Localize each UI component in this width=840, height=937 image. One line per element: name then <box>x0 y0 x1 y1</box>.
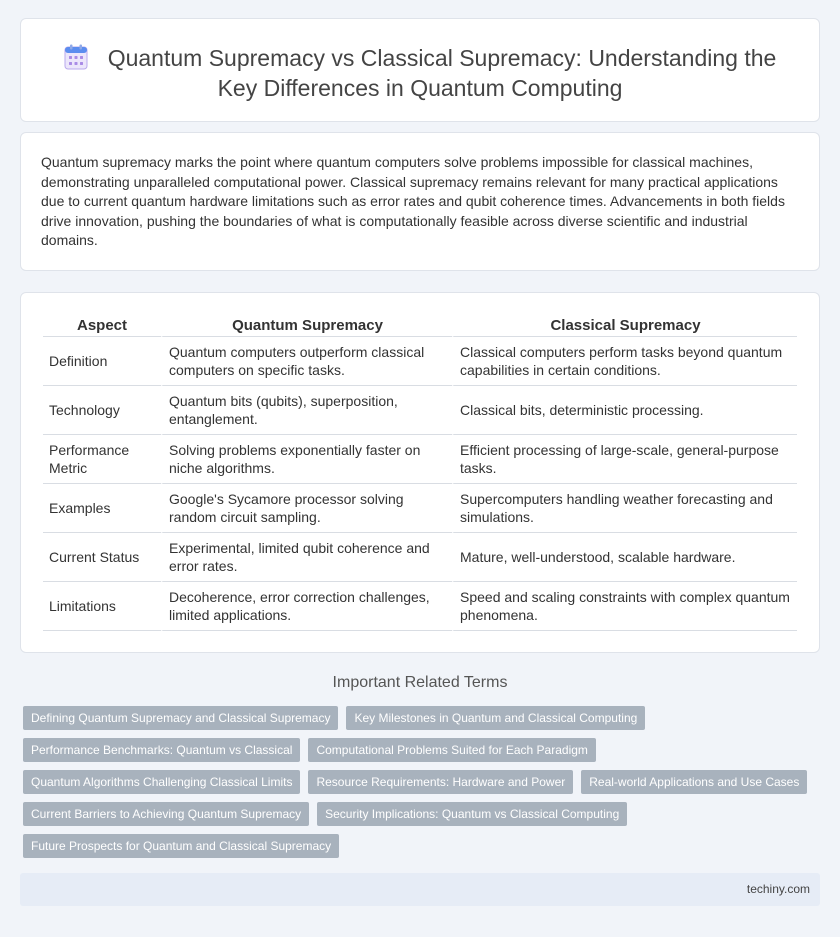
related-term-tag[interactable]: Resource Requirements: Hardware and Power <box>308 770 573 794</box>
aspect-cell: Limitations <box>43 582 161 631</box>
table-row <box>43 435 797 484</box>
quantum-cell: Solving problems exponentially faster on niche algorithms. <box>161 435 452 484</box>
related-term-tag[interactable]: Performance Benchmarks: Quantum vs Classical <box>23 738 300 762</box>
quantum-cell: Google's Sycamore processor solving random circuit sampling. <box>161 484 452 533</box>
calendar-icon <box>64 44 88 70</box>
aspect-cell: Examples <box>43 484 161 533</box>
header-aspect: Aspect <box>43 315 161 337</box>
comparison-table-card <box>20 292 820 653</box>
aspect-cell: Current Status <box>43 533 161 582</box>
header-classical-supremacy: Classical Supremacy <box>452 315 797 337</box>
header-quantum-supremacy: Quantum Supremacy <box>161 315 452 337</box>
page-title-wrap <box>21 43 819 103</box>
quantum-cell: Quantum bits (qubits), superposition, entanglement. <box>161 386 452 435</box>
quantum-cell: Decoherence, error correction challenges, limited applications. <box>161 582 452 631</box>
related-term-tag[interactable]: Key Milestones in Quantum and Classical Computing <box>346 706 645 730</box>
footer-bar <box>20 873 820 906</box>
related-term-tag[interactable]: Defining Quantum Supremacy and Classical Supremacy <box>23 706 338 730</box>
classical-cell: Mature, well-understood, scalable hardware. <box>452 533 797 582</box>
table-header-row <box>43 315 797 337</box>
quantum-cell: Experimental, limited qubit coherence and error rates. <box>161 533 452 582</box>
related-terms-tags <box>23 706 813 858</box>
quantum-cell: Quantum computers outperform classical computers on specific tasks. <box>161 337 452 386</box>
aspect-cell: Definition <box>43 337 161 386</box>
title-card <box>20 18 820 122</box>
related-term-tag[interactable]: Real-world Applications and Use Cases <box>581 770 807 794</box>
intro-card <box>20 132 820 271</box>
intro-paragraph: Quantum supremacy marks the point where quantum computers solve problems impossible for classical machines, demonstrating unparalleled computational power. Classical supremacy remains relevant for many practical applications due to current quantum hardware limitations such as error rates and qubit coherence times. Advancements in both fields drive innovation, pushing the boundaries of what is computationally feasible across diverse scientific and industrial domains. <box>41 154 785 248</box>
related-terms-title: Important Related Terms <box>332 674 508 691</box>
comparison-table <box>43 315 797 631</box>
table-row <box>43 386 797 435</box>
aspect-cell: Technology <box>43 386 161 435</box>
table-row <box>43 337 797 386</box>
classical-cell: Supercomputers handling weather forecasting and simulations. <box>452 484 797 533</box>
classical-cell: Classical bits, deterministic processing. <box>452 386 797 435</box>
related-term-tag[interactable]: Security Implications: Quantum vs Classical Computing <box>317 802 627 826</box>
aspect-cell: Performance Metric <box>43 435 161 484</box>
table-row <box>43 582 797 631</box>
related-term-tag[interactable]: Current Barriers to Achieving Quantum Supremacy <box>23 802 309 826</box>
table-row <box>43 533 797 582</box>
table-row <box>43 484 797 533</box>
related-term-tag[interactable]: Quantum Algorithms Challenging Classical Limits <box>23 770 300 794</box>
classical-cell: Speed and scaling constraints with complex quantum phenomena. <box>452 582 797 631</box>
page-title: Quantum Supremacy vs Classical Supremacy: Understanding the Key Differences in Quantum Computing <box>107 45 777 101</box>
classical-cell: Efficient processing of large-scale, general-purpose tasks. <box>452 435 797 484</box>
related-term-tag[interactable]: Future Prospects for Quantum and Classical Supremacy <box>23 834 339 858</box>
classical-cell: Classical computers perform tasks beyond quantum capabilities in certain conditions. <box>452 337 797 386</box>
related-term-tag[interactable]: Computational Problems Suited for Each Paradigm <box>308 738 595 762</box>
footer-site-link[interactable]: techiny.com <box>746 882 810 896</box>
